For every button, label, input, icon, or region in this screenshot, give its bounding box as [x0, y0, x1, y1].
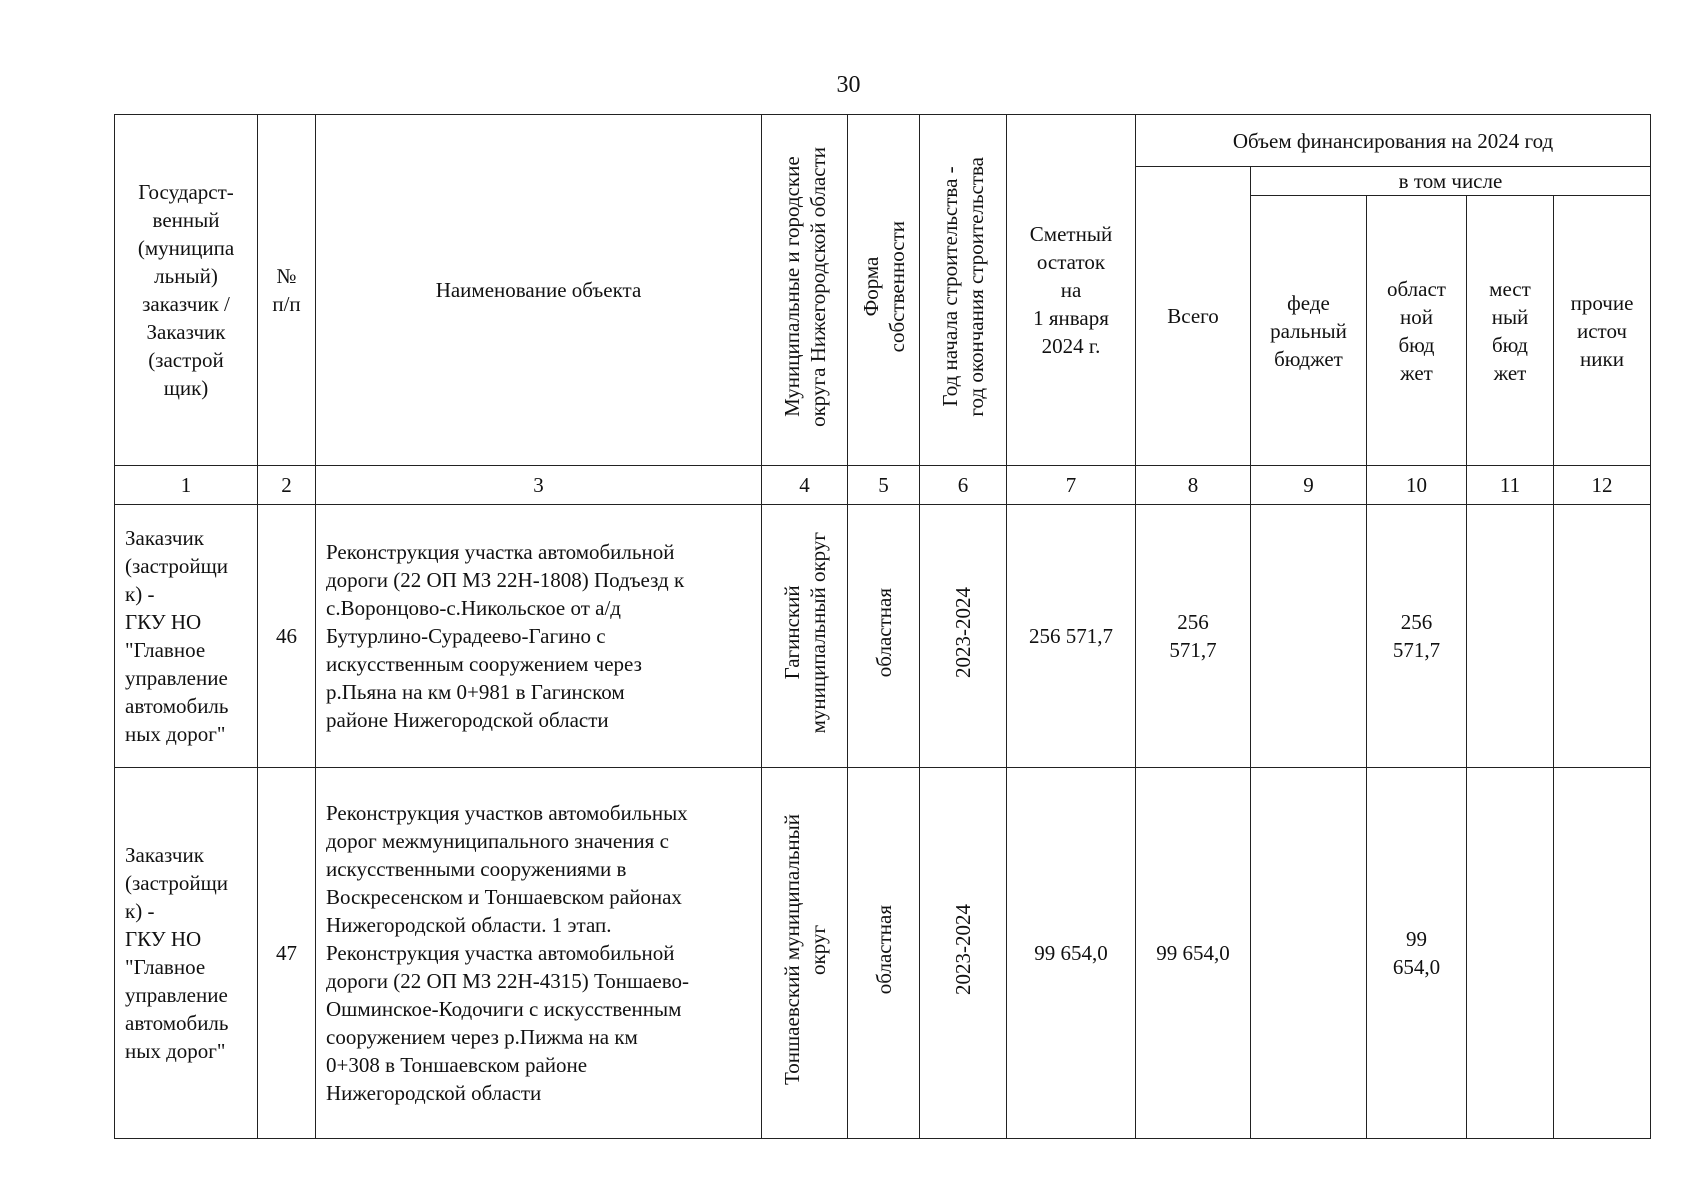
row-estimate: 99 654,0 — [1007, 768, 1136, 1139]
row-ownership-text: областная — [871, 587, 896, 678]
column-number: 3 — [316, 466, 762, 505]
header-districts-text: Муниципальные и городские округа Нижегородской области — [779, 146, 830, 427]
header-years-text: Год начала строительства - год окончания строительства — [938, 156, 988, 417]
row-local — [1467, 505, 1554, 768]
header-funding-group: Объем финансирования на 2024 год — [1136, 115, 1651, 167]
column-number: 4 — [762, 466, 848, 505]
header-row-top — [115, 115, 1651, 167]
header-regional: област ной бюд жет — [1367, 196, 1467, 466]
row-customer: Заказчик (застройщи к) - ГКУ НО "Главное управление автомобиль ных дорог" — [115, 505, 258, 768]
column-number: 9 — [1251, 466, 1367, 505]
row-other — [1554, 768, 1651, 1139]
row-ownership-text: областная — [871, 904, 896, 995]
row-other — [1554, 505, 1651, 768]
row-index: 46 — [258, 505, 316, 768]
header-customer: Государст- венный (муниципа льный) заказчик / Заказчик (застрой щик) — [115, 115, 258, 466]
header-other: прочие источ ники — [1554, 196, 1651, 466]
column-number: 6 — [920, 466, 1007, 505]
column-number: 12 — [1554, 466, 1651, 505]
row-ownership — [848, 768, 920, 1139]
row-ownership — [848, 505, 920, 768]
header-years — [920, 115, 1007, 466]
header-total: Всего — [1136, 167, 1251, 466]
header-local: мест ный бюд жет — [1467, 196, 1554, 466]
row-total: 99 654,0 — [1136, 768, 1251, 1139]
row-object-name: Реконструкция участка автомобильной дороги (22 ОП МЗ 22Н-1808) Подъезд к с.Воронцово-с.Никольское от а/д Бутурлино-Сурадеево-Гагино с искусственным сооружением через р.Пьяна на км 0+981 в Гагинском районе Нижегородской области — [316, 505, 762, 768]
header-ownership-text: Форма собственности — [858, 220, 909, 353]
row-years — [920, 768, 1007, 1139]
table-row — [115, 505, 1651, 768]
row-district — [762, 768, 848, 1139]
header-including: в том числе — [1251, 167, 1651, 196]
row-estimate: 256 571,7 — [1007, 505, 1136, 768]
column-number: 10 — [1367, 466, 1467, 505]
row-object-name: Реконструкция участков автомобильных дорог межмуниципального значения с искусственными сооружениями в Воскресенском и Тоншаевском районах Нижегородской области. 1 этап. Реконструкция участка автомобильной дороги (22 ОП МЗ 22Н-4315) Тоншаево- Ошминское-Кодочиги с искусственным сооружением через р.Пижма на км 0+308 в Тоншаевском районе Нижегородской области — [316, 768, 762, 1139]
row-local — [1467, 768, 1554, 1139]
row-federal — [1251, 768, 1367, 1139]
row-federal — [1251, 505, 1367, 768]
row-district — [762, 505, 848, 768]
column-number: 5 — [848, 466, 920, 505]
column-number: 11 — [1467, 466, 1554, 505]
column-number: 7 — [1007, 466, 1136, 505]
row-customer: Заказчик (застройщи к) - ГКУ НО "Главное управление автомобиль ных дорог" — [115, 768, 258, 1139]
funding-table — [114, 114, 1651, 1139]
column-number: 2 — [258, 466, 316, 505]
row-regional: 256 571,7 — [1367, 505, 1467, 768]
row-index: 47 — [258, 768, 316, 1139]
header-estimate: Сметный остаток на 1 января 2024 г. — [1007, 115, 1136, 466]
row-years-text: 2023-2024 — [951, 904, 975, 995]
header-districts — [762, 115, 848, 466]
column-number: 8 — [1136, 466, 1251, 505]
header-index: № п/п — [258, 115, 316, 466]
column-number: 1 — [115, 466, 258, 505]
row-regional: 99 654,0 — [1367, 768, 1467, 1139]
header-federal: феде ральный бюджет — [1251, 196, 1367, 466]
row-district-text: Тоншаевский муниципальный округ — [779, 814, 830, 1085]
column-number-row — [115, 466, 1651, 505]
row-years-text: 2023-2024 — [951, 587, 975, 678]
row-district-text: Гагинский муниципальный округ — [779, 531, 830, 734]
header-ownership — [848, 115, 920, 466]
header-object-name: Наименование объекта — [316, 115, 762, 466]
table-row — [115, 768, 1651, 1139]
row-years — [920, 505, 1007, 768]
page-number: 30 — [836, 72, 861, 98]
row-total: 256 571,7 — [1136, 505, 1251, 768]
